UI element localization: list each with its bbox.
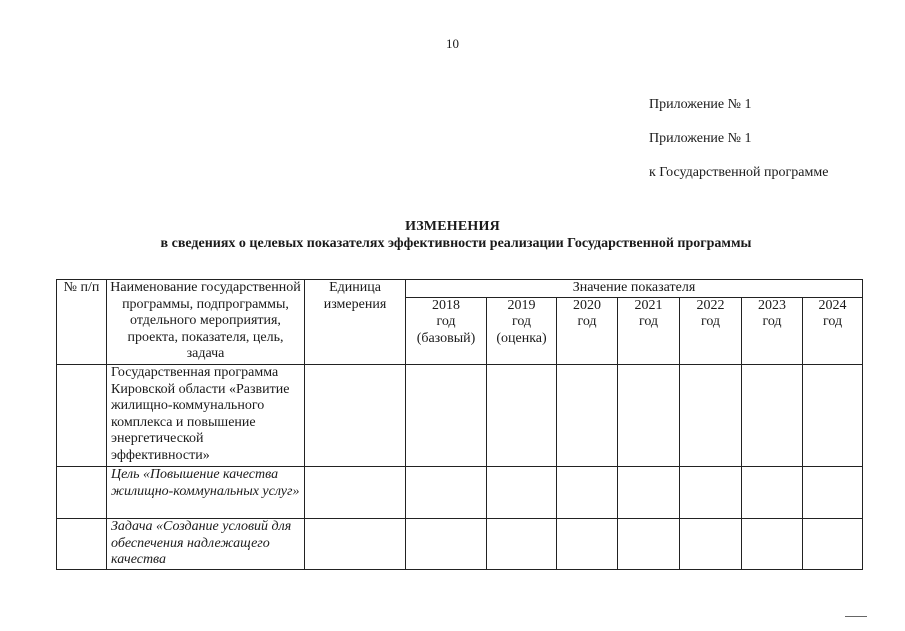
row-value-cell (487, 365, 557, 467)
document-title: ИЗМЕНЕНИЯ (405, 219, 500, 234)
table-row (57, 519, 863, 570)
row-value-cell (680, 519, 742, 570)
row-value-cell (680, 365, 742, 467)
header-year-2020 (557, 297, 618, 365)
header-year-line2: год (638, 314, 659, 329)
row-value-cell (742, 467, 803, 519)
header-year-year: 2024 (818, 297, 847, 313)
row-value-cell (803, 365, 863, 467)
header-year-2019 (487, 297, 557, 365)
header-year-line2: год (762, 314, 782, 329)
row-value-cell (557, 365, 618, 467)
row-value-cell (487, 519, 557, 570)
appendix-line-3: к Государственной программе (649, 165, 829, 180)
row-value-cell (680, 467, 742, 519)
header-unit: Единица измерения (305, 280, 406, 365)
table-row (57, 467, 863, 519)
header-num: № п/п (57, 280, 107, 365)
header-year-line2: год (822, 314, 843, 329)
row-name-cell: Цель «Повышение качества жилищно-коммунальных услуг» (107, 467, 305, 519)
header-year-2022 (680, 297, 742, 365)
header-year-2021 (618, 297, 680, 365)
indicators-table (56, 279, 863, 570)
header-year-line2: год (511, 314, 532, 329)
header-year-line3: (базовый) (416, 330, 476, 346)
row-name-cell: Государственная программа Кировской области «Развитие жилищно-коммунального комплекса и повышение энергетической эффективности» (107, 365, 305, 467)
row-num-cell (57, 519, 107, 570)
page-mark (845, 616, 867, 617)
row-value-cell (406, 365, 487, 467)
header-year-line3: (оценка) (496, 330, 547, 346)
row-unit-cell (305, 519, 406, 570)
header-year-2018 (406, 297, 487, 365)
header-year-2023 (742, 297, 803, 365)
table-body (57, 365, 863, 570)
document-subtitle: в сведениях о целевых показателях эффективности реализации Государственной программы (160, 236, 752, 251)
header-year-year: 2020 (573, 297, 601, 313)
header-name: Наименование государственной программы, подпрограммы, отдельного мероприятия, проекта, показателя, цель, задача (107, 280, 305, 365)
header-value-group: Значение показателя (406, 280, 863, 298)
appendix-line-2: Приложение № 1 (649, 131, 752, 146)
header-year-line2: год (436, 314, 456, 329)
row-num-cell (57, 467, 107, 519)
row-value-cell (406, 519, 487, 570)
header-year-year: 2019 (507, 297, 536, 313)
row-value-cell (742, 365, 803, 467)
row-value-cell (803, 519, 863, 570)
row-value-cell (803, 467, 863, 519)
row-value-cell (487, 467, 557, 519)
header-year-line2: год (577, 314, 597, 329)
row-value-cell (618, 365, 680, 467)
header-year-year: 2021 (634, 297, 663, 313)
row-name-cell: Задача «Создание условий для обеспечения надлежащего качества (107, 519, 305, 570)
row-value-cell (406, 467, 487, 519)
header-year-2024 (803, 297, 863, 365)
header-year-year: 2018 (432, 297, 460, 313)
page-number: 10 (446, 36, 459, 51)
row-value-cell (557, 519, 618, 570)
row-unit-cell (305, 365, 406, 467)
row-value-cell (742, 519, 803, 570)
header-year-line2: год (700, 314, 721, 329)
row-unit-cell (305, 467, 406, 519)
header-year-year: 2022 (696, 297, 725, 313)
row-value-cell (557, 467, 618, 519)
appendix-line-1: Приложение № 1 (649, 97, 752, 112)
table-row (57, 365, 863, 467)
row-value-cell (618, 519, 680, 570)
row-value-cell (618, 467, 680, 519)
row-num-cell (57, 365, 107, 467)
header-row-1 (57, 280, 863, 298)
header-year-year: 2023 (758, 297, 786, 313)
